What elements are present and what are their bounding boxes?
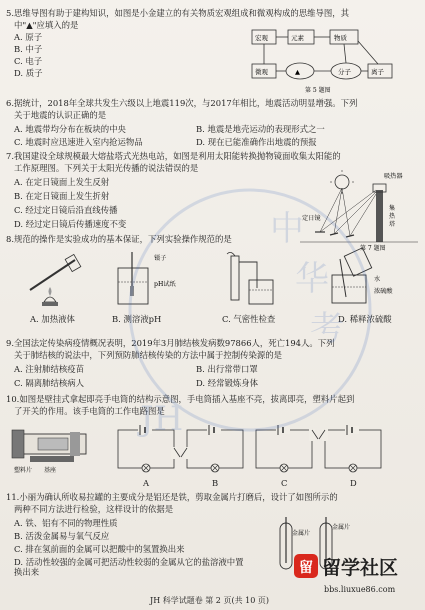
node-element: 元素 [291,34,304,42]
apparatus-airtight [225,250,305,310]
q10-option-a: A [143,478,150,488]
node-ion: 离子 [371,68,384,76]
circuit-options [110,422,420,482]
node-molecule: 分子 [338,68,351,76]
q7-stem-line2: 工作原理图。下列关于太阳光传播的说法错误的是 [14,163,199,173]
logo-mark [292,552,422,602]
circuit-loop [118,430,174,468]
watermark-char-1: 中 [270,209,304,249]
label-tweezers: 镊子 [154,255,167,262]
logo-url: bbs.liuxue86.com [324,585,396,594]
q7-option-b: B. 在定日镜面上发生折射 [14,191,110,201]
q7-option-c: C. 经过定日镜后沿直线传播 [14,205,118,215]
label-tower-2: 热 [389,213,396,220]
q11-stem-line1: 11.小丽为确认所收易拉罐的主要成分是铝还是铁，剪取金属片打磨后，设计了如图所示的 [6,492,338,502]
q9-option-b: B. 出行常带口罩 [196,364,258,374]
q11-option-a: A. 铁、铝有不同的物理性质 [14,518,118,528]
apparatus-ph [110,250,190,310]
label-ph-paper: pH试纸 [154,281,176,288]
q9-option-a: A. 注射肺结核疫苗 [14,364,84,374]
q11-option-c: C. 排在氢前面的金属可以把酸中的氢置换出来 [14,544,185,554]
label-acid: 浓硫酸 [374,288,393,295]
watermark-char-3: 考 [310,309,344,349]
switch-gap [184,447,190,459]
node-micro: 微观 [255,68,268,76]
page-footer: JH 科学试题卷 第 2 页(共 10 页) [150,596,269,605]
q5-option-c: C. 电子 [14,56,43,66]
node-substance: 物质 [334,34,347,42]
label-water: 水 [374,276,381,283]
q5-stem-line2: 中"▲"应填入的是 [14,20,79,30]
q9-stem-line1: 9.全国法定传染病疫情概况表明，2019年3月肺结核发病数97866人，死亡194人。下列 [6,338,335,348]
circuit-loop [256,430,312,468]
label-mirror: 定日镜 [302,215,321,222]
q5-option-d: D. 质子 [14,68,43,78]
switch-gap [322,429,328,441]
q5-option-b: B. 中子 [14,44,43,54]
q8-option-b: B. 测溶液pH [112,314,162,324]
q6-stem-line2: 关于地震的认识正确的是 [14,110,107,120]
q9-option-c: C. 隔离肺结核病人 [14,378,85,388]
q8-stem: 8.规范的操作是实验成功的基本保证，下列实验操作规范的是 [6,234,232,244]
apparatus-dilute [310,245,410,310]
switch-gap [309,429,315,441]
label-metal-1: 金属片 [292,530,311,537]
q9-stem-line2: 关于肺结核的说法中，下列预防肺结核传染的方法中属于控制传染源的是 [14,350,282,360]
q10-stem-line2: 了开关的作用。该手电筒的工作电路图是 [14,406,165,416]
q9-option-d: D. 经常锻炼身体 [196,378,258,388]
q8-option-d: D. 稀释浓硫酸 [338,314,392,324]
circuit-loop [325,430,381,468]
q7-figure-caption: 第 7 题图 [360,245,386,252]
mind-map-diagram [250,26,400,96]
svg-text:留: 留 [299,560,313,576]
q10-option-b: B [212,478,219,488]
flashlight-diagram [10,420,100,480]
q8-option-a: A. 加热液体 [30,314,75,324]
q10-option-d: D [350,478,357,488]
logo-text: 留学社区 [322,557,399,579]
q8-option-c: C. 气密性检查 [222,314,276,324]
label-plastic: 塑料片 [14,467,33,474]
collector-tower [376,190,383,242]
q6-stem-line1: 6.据统计，2018年全球共发生六级以上地震119次，与2017年相比，地震活动明显增强。下列 [6,98,358,108]
q7-option-d: D. 经过定日镜后传播速度不变 [14,219,127,229]
label-receiver: 吸热器 [384,173,403,180]
sun-icon [335,175,349,189]
apparatus-heating [20,250,100,310]
watermark-char-4: JH [140,399,184,439]
switch-gap [171,447,177,459]
q10-option-c: C [281,478,288,488]
q5-stem-line1: 5.思维导图有助于建构知识，如图是小金建立的有关物质宏观组成和微观构成的思维导图，其 [6,8,349,18]
solar-tower-diagram [300,170,420,250]
q5-figure-caption: 第 5 题图 [305,87,331,94]
q11-option-b: B. 活泼金属易与氧气反应 [14,531,110,541]
q6-option-b: B. 地震是地壳运动的表现形式之一 [196,124,325,134]
site-logo [292,552,422,602]
label-base: 基座 [44,467,57,474]
q6-option-a: A. 地震带均分布在板块的中央 [14,124,126,134]
q11-option-d: D. 活动性较强的金属可把活动性较弱的金属从它的盐溶液中置换出来 [14,557,244,578]
circuit-loop [187,430,243,468]
label-metal-2: 金属片 [332,524,351,531]
label-tower-1: 集 [389,205,396,212]
q6-option-c: C. 地震时应迅速进入室内抢运物品 [14,137,143,147]
q11-stem-line2: 两种不同方法进行检验，这样设计的依据是 [14,504,174,514]
node-macro: 宏观 [255,34,268,42]
q7-stem-line1: 7.我国建设全球规模最大熔盐塔式光热电站，如图是利用太阳能转换抛物镜面收集太阳能的 [6,151,341,161]
watermark-char-2: 华 [295,259,329,299]
node-triangle: ▲ [295,68,300,76]
q6-option-d: D. 现在已能准确作出地震的预报 [196,137,317,147]
q7-option-a: A. 在定日镜面上发生反射 [14,177,110,187]
label-tower-3: 塔 [389,221,396,228]
q5-option-a: A. 原子 [14,32,43,42]
q10-stem-line1: 10.如图是壁挂式拿起即亮手电筒的结构示意图，手电筒插入基座不亮，拔离即亮，塑料片起到 [6,394,355,404]
